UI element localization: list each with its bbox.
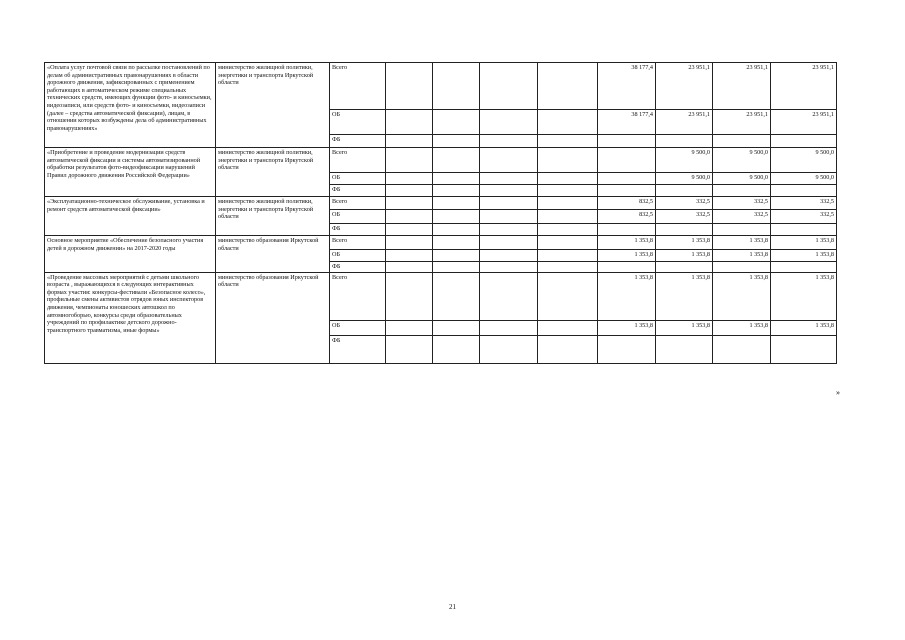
- funding-source-cell: ФБ: [330, 135, 386, 148]
- responsible-executor-cell: министерство жилищной политики, энергетики и транспорта Иркутской области: [216, 63, 330, 148]
- amount-cell: [433, 148, 480, 173]
- event-description-cell: «Проведение массовых мероприятий с детьми школьного возраста , выражающихся в следующих интерактивных формах участия: конкурсы-фестивали «Безопасное колесо», профильные смены активистов отрядов юных инспекторов движения, чемпионаты юношеских автошкол по автомногоборью, конкурсы среди образовательных учреждений по профилактике детского дорожно-транспортного травматизма, иные формы»: [45, 272, 216, 363]
- amount-cell: 9 500,0: [713, 148, 771, 173]
- amount-cell: 1 353,8: [713, 320, 771, 335]
- amount-cell: 38 177,4: [598, 63, 656, 110]
- amount-cell: [386, 224, 433, 236]
- closing-quote-mark: »: [836, 388, 840, 397]
- amount-cell: [538, 210, 598, 224]
- table-row: [45, 236, 837, 250]
- amount-cell: [598, 185, 656, 197]
- amount-cell: [433, 210, 480, 224]
- amount-cell: [538, 320, 598, 335]
- amount-cell: [538, 272, 598, 320]
- amount-cell: 1 353,8: [598, 272, 656, 320]
- amount-cell: [386, 236, 433, 250]
- amount-cell: 9 500,0: [656, 148, 713, 173]
- amount-cell: [538, 135, 598, 148]
- amount-cell: 1 353,8: [771, 250, 837, 262]
- amount-cell: 1 353,8: [598, 320, 656, 335]
- table-body: [45, 63, 837, 364]
- amount-cell: [598, 148, 656, 173]
- amount-cell: 332,5: [656, 210, 713, 224]
- amount-cell: [656, 185, 713, 197]
- amount-cell: 332,5: [771, 210, 837, 224]
- amount-cell: 832,5: [598, 210, 656, 224]
- event-description-cell: «Эксплуатационно-техническое обслуживание, установка и ремонт средств автоматической фиксации»: [45, 197, 216, 236]
- amount-cell: [480, 148, 538, 173]
- amount-cell: [713, 335, 771, 363]
- amount-cell: [433, 173, 480, 185]
- amount-cell: [771, 335, 837, 363]
- amount-cell: [480, 335, 538, 363]
- amount-cell: [433, 110, 480, 135]
- funding-source-cell: Всего: [330, 63, 386, 110]
- amount-cell: [433, 335, 480, 363]
- amount-cell: [480, 210, 538, 224]
- amount-cell: [480, 173, 538, 185]
- amount-cell: [598, 224, 656, 236]
- amount-cell: [480, 135, 538, 148]
- amount-cell: [433, 224, 480, 236]
- amount-cell: [433, 236, 480, 250]
- amount-cell: [433, 320, 480, 335]
- amount-cell: 332,5: [713, 210, 771, 224]
- amount-cell: [538, 236, 598, 250]
- funding-source-cell: Всего: [330, 197, 386, 210]
- amount-cell: 1 353,8: [713, 250, 771, 262]
- funding-source-cell: ФБ: [330, 224, 386, 236]
- amount-cell: [771, 224, 837, 236]
- amount-cell: [480, 236, 538, 250]
- funding-source-cell: ОБ: [330, 110, 386, 135]
- amount-cell: [480, 224, 538, 236]
- amount-cell: [433, 262, 480, 273]
- amount-cell: 1 353,8: [771, 320, 837, 335]
- amount-cell: [771, 135, 837, 148]
- amount-cell: [538, 63, 598, 110]
- amount-cell: 9 500,0: [713, 173, 771, 185]
- amount-cell: [538, 224, 598, 236]
- funding-source-cell: ОБ: [330, 210, 386, 224]
- amount-cell: 23 951,1: [656, 63, 713, 110]
- amount-cell: [386, 335, 433, 363]
- event-description-cell: «Оплата услуг почтовой связи по рассылке постановлений по делам об административных правонарушениях в области дорожного движения, зафиксированных с применением работающих в автоматическом режиме специальных технических средств, имеющих функции фото- и киносъемки, видеозаписи, или средств фото- и киносъемки, видеозаписи (далее – средства автоматической фиксации), лицам, в отношении которых возбуждены дела об административных правонарушениях»: [45, 63, 216, 148]
- amount-cell: 23 951,1: [713, 110, 771, 135]
- amount-cell: [480, 110, 538, 135]
- amount-cell: [386, 262, 433, 273]
- amount-cell: [771, 262, 837, 273]
- amount-cell: [713, 135, 771, 148]
- amount-cell: 332,5: [656, 197, 713, 210]
- amount-cell: [598, 135, 656, 148]
- amount-cell: 23 951,1: [656, 110, 713, 135]
- funding-source-cell: ФБ: [330, 335, 386, 363]
- amount-cell: 1 353,8: [713, 272, 771, 320]
- budget-table: [44, 62, 837, 364]
- amount-cell: [538, 110, 598, 135]
- funding-source-cell: Всего: [330, 272, 386, 320]
- amount-cell: [433, 197, 480, 210]
- amount-cell: [386, 63, 433, 110]
- responsible-executor-cell: министерство жилищной политики, энергетики и транспорта Иркутской области: [216, 197, 330, 236]
- amount-cell: 1 353,8: [713, 236, 771, 250]
- amount-cell: 832,5: [598, 197, 656, 210]
- amount-cell: [480, 272, 538, 320]
- amount-cell: [386, 173, 433, 185]
- table-row: [45, 148, 837, 173]
- amount-cell: [433, 272, 480, 320]
- amount-cell: [538, 148, 598, 173]
- funding-source-cell: ФБ: [330, 185, 386, 197]
- amount-cell: 9 500,0: [771, 173, 837, 185]
- amount-cell: 332,5: [771, 197, 837, 210]
- amount-cell: 9 500,0: [656, 173, 713, 185]
- amount-cell: [538, 250, 598, 262]
- event-description-cell: Основное мероприятие «Обеспечение безопасного участия детей в дорожном движении» на 2017-2020 годы: [45, 236, 216, 273]
- event-description-cell: «Приобретение и проведение модернизации средств автоматической фиксации и системы автоматизированной обработки результатов фото-видеофиксации нарушений Правил дорожного движения Российской Федерации»: [45, 148, 216, 197]
- responsible-executor-cell: министерство жилищной политики, энергетики и транспорта Иркутской области: [216, 148, 330, 197]
- amount-cell: [480, 250, 538, 262]
- amount-cell: [480, 185, 538, 197]
- amount-cell: [433, 185, 480, 197]
- amount-cell: [656, 262, 713, 273]
- amount-cell: [386, 135, 433, 148]
- amount-cell: 23 951,1: [771, 110, 837, 135]
- table-row: [45, 197, 837, 210]
- amount-cell: 1 353,8: [656, 236, 713, 250]
- amount-cell: [480, 63, 538, 110]
- amount-cell: [538, 185, 598, 197]
- amount-cell: 9 500,0: [771, 148, 837, 173]
- amount-cell: [433, 135, 480, 148]
- page-number: 21: [449, 603, 456, 611]
- funding-source-cell: ФБ: [330, 262, 386, 273]
- funding-source-cell: Всего: [330, 148, 386, 173]
- amount-cell: [386, 148, 433, 173]
- table-row: [45, 63, 837, 110]
- amount-cell: [433, 250, 480, 262]
- amount-cell: 1 353,8: [656, 272, 713, 320]
- amount-cell: [656, 135, 713, 148]
- funding-source-cell: Всего: [330, 236, 386, 250]
- amount-cell: 1 353,8: [771, 272, 837, 320]
- amount-cell: [386, 250, 433, 262]
- responsible-executor-cell: министерство образования Иркутской области: [216, 236, 330, 273]
- amount-cell: 1 353,8: [598, 250, 656, 262]
- amount-cell: [386, 320, 433, 335]
- responsible-executor-cell: министерство образования Иркутской области: [216, 272, 330, 363]
- amount-cell: [538, 197, 598, 210]
- amount-cell: 38 177,4: [598, 110, 656, 135]
- amount-cell: [713, 224, 771, 236]
- amount-cell: [386, 197, 433, 210]
- amount-cell: [386, 110, 433, 135]
- amount-cell: [713, 262, 771, 273]
- funding-source-cell: ОБ: [330, 250, 386, 262]
- amount-cell: [386, 210, 433, 224]
- amount-cell: [598, 335, 656, 363]
- amount-cell: 1 353,8: [656, 320, 713, 335]
- funding-source-cell: ОБ: [330, 320, 386, 335]
- amount-cell: [598, 262, 656, 273]
- amount-cell: [538, 173, 598, 185]
- amount-cell: [386, 272, 433, 320]
- amount-cell: [538, 262, 598, 273]
- amount-cell: 332,5: [713, 197, 771, 210]
- amount-cell: 23 951,1: [713, 63, 771, 110]
- amount-cell: [713, 185, 771, 197]
- amount-cell: [598, 173, 656, 185]
- amount-cell: 1 353,8: [771, 236, 837, 250]
- table-row: [45, 272, 837, 320]
- amount-cell: [656, 335, 713, 363]
- amount-cell: [538, 335, 598, 363]
- amount-cell: 1 353,8: [656, 250, 713, 262]
- amount-cell: [771, 185, 837, 197]
- amount-cell: [480, 197, 538, 210]
- amount-cell: [480, 320, 538, 335]
- amount-cell: [656, 224, 713, 236]
- amount-cell: [433, 63, 480, 110]
- amount-cell: 1 353,8: [598, 236, 656, 250]
- amount-cell: [386, 185, 433, 197]
- amount-cell: 23 951,1: [771, 63, 837, 110]
- funding-source-cell: ОБ: [330, 173, 386, 185]
- amount-cell: [480, 262, 538, 273]
